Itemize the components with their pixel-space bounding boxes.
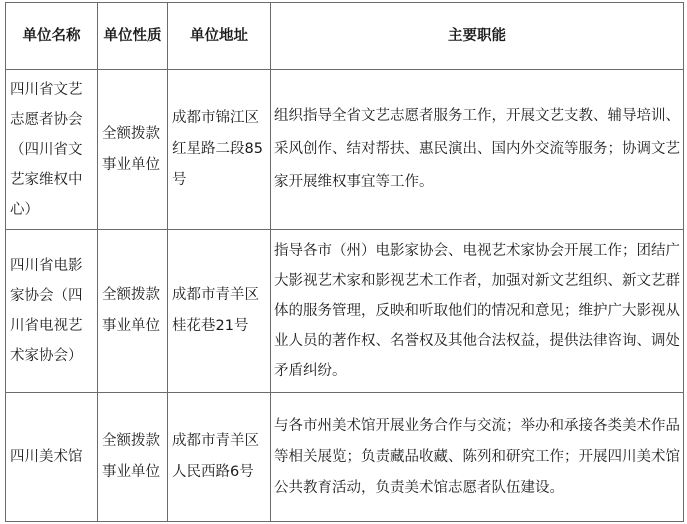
- unit-duty-cell: 指导各市（州）电影家协会、电视艺术家协会开展工作；团结广大影视艺术家和影视艺术工作者，加强对新文艺组织、新文艺群体的服务管理，反映和听取他们的情况和意见；维护广大影视从业人员的著作权、名誉权及其他合法权益，提供法律咨询、调处矛盾纠纷。: [271, 230, 684, 393]
- header-main-duty: 主要职能: [271, 3, 684, 70]
- table-header-row: [6, 3, 684, 70]
- document-page: [5, 2, 683, 522]
- table-row: [6, 70, 684, 230]
- header-unit-type: 单位性质: [98, 3, 168, 70]
- unit-duty-cell: 与各市州美术馆开展业务合作与交流；举办和承接各类美术作品等相关展览；负责藏品收藏、陈列和研究工作；开展四川美术馆公共教育活动，负责美术馆志愿者队伍建设。: [271, 393, 684, 522]
- unit-duty-cell: 组织指导全省文艺志愿者服务工作，开展文艺支教、辅导培训、采风创作、结对帮扶、惠民演出、国内外交流等服务；协调文艺家开展维权事宜等工作。: [271, 70, 684, 230]
- unit-address-cell: 成都市青羊区人民西路6号: [168, 393, 271, 522]
- table-row: [6, 393, 684, 522]
- unit-type-cell: 全额拨款事业单位: [98, 70, 168, 230]
- unit-name-cell: 四川省电影家协会（四川省电视艺术家协会）: [6, 230, 98, 393]
- unit-name-cell: 四川省文艺志愿者协会（四川省文艺家维权中心）: [6, 70, 98, 230]
- unit-type-cell: 全额拨款事业单位: [98, 393, 168, 522]
- header-unit-address: 单位地址: [168, 3, 271, 70]
- units-table: [5, 2, 684, 522]
- unit-address-cell: 成都市锦江区红星路二段85号: [168, 70, 271, 230]
- unit-address-cell: 成都市青羊区桂花巷21号: [168, 230, 271, 393]
- unit-name-cell: 四川美术馆: [6, 393, 98, 522]
- header-unit-name: 单位名称: [6, 3, 98, 70]
- unit-type-cell: 全额拨款事业单位: [98, 230, 168, 393]
- table-row: [6, 230, 684, 393]
